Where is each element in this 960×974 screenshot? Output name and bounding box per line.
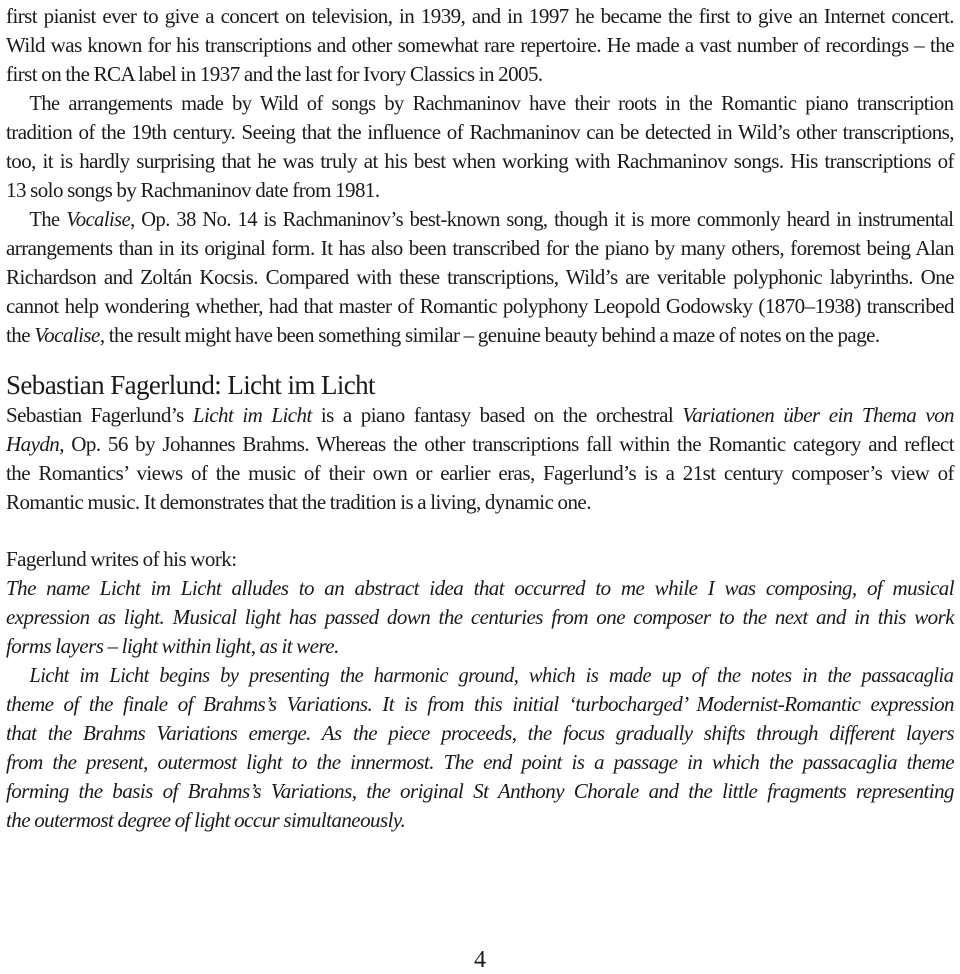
text-run: , the result might have been something similar – genuine beauty behind a maze of notes on the page. bbox=[99, 323, 880, 347]
quote-line: the outermost degree of light occur simultaneously. bbox=[6, 808, 406, 832]
text-line: arrangements than in its original form. It has also been transcribed for the piano by many others, foremost being Alan bbox=[6, 236, 954, 260]
quote-line: that the Brahms Variations emerge. As the piece proceeds, the focus gradually shifts through different layers bbox=[6, 721, 954, 745]
text-line bbox=[6, 401, 954, 430]
section-heading: Sebastian Fagerlund: Licht im Licht bbox=[6, 370, 375, 400]
quote-paragraph-2 bbox=[6, 661, 958, 835]
work-title: Licht im Licht bbox=[192, 403, 312, 427]
paragraph-vocalise bbox=[6, 205, 958, 350]
text-line: 13 solo songs by Rachmaninov date from 1981. bbox=[6, 178, 380, 202]
text-line: first on the RCA label in 1937 and the last for Ivory Classics in 2005. bbox=[6, 62, 543, 86]
work-title: Variationen über ein Thema von bbox=[682, 403, 954, 427]
text-line: cannot help wondering whether, had that master of Romantic polyphony Leopold Godowsky (1870–1938) transcribed bbox=[6, 294, 954, 318]
work-title: Vocalise bbox=[34, 323, 100, 347]
quote-line: forming the basis of Brahms’s Variations, the original St Anthony Chorale and the little fragments representing bbox=[6, 779, 954, 803]
text-line: Wild was known for his transcriptions and other somewhat rare repertoire. He made a vast number of recordings – the bbox=[6, 33, 954, 57]
quote-line: from the present, outermost light to the innermost. The end point is a passage in which the passacaglia theme bbox=[6, 750, 954, 774]
paragraph-fagerlund bbox=[6, 401, 958, 517]
page-number: 4 bbox=[474, 947, 486, 973]
text-line bbox=[6, 430, 954, 459]
quote-line: expression as light. Musical light has passed down the centuries from one composer to the next and in this work bbox=[6, 605, 954, 629]
text-line: tradition of the 19th century. Seeing that the influence of Rachmaninov can be detected in Wild’s other transcriptions, bbox=[6, 120, 954, 144]
text-run: , Op. 38 No. 14 is Rachmaninov’s best-known song, though it is more commonly heard in instrumental bbox=[130, 207, 954, 231]
text-run: , Op. 56 by Johannes Brahms. Whereas the other transcriptions fall within the Romantic category and reflect bbox=[59, 432, 954, 456]
paragraph-wild-intro bbox=[6, 2, 958, 89]
text-line: too, it is hardly surprising that he was truly at his best when working with Rachmaninov songs. His transcriptions of bbox=[6, 149, 954, 173]
text-line bbox=[6, 321, 954, 350]
text-line: Richardson and Zoltán Kocsis. Compared with these transcriptions, Wild’s are veritable polyphonic labyrinths. One bbox=[6, 265, 954, 289]
text-line: first pianist ever to give a concert on television, in 1939, and in 1997 he became the first to give an Internet concert. bbox=[6, 4, 954, 28]
quote-line: forms layers – light within light, as it were. bbox=[6, 634, 339, 658]
text-run: Sebastian Fagerlund’s bbox=[6, 403, 193, 427]
quote-paragraph-1 bbox=[6, 574, 958, 661]
work-title: Haydn bbox=[6, 432, 60, 456]
text-line: Romantic music. It demonstrates that the tradition is a living, dynamic one. bbox=[6, 490, 591, 514]
quote-intro: Fagerlund writes of his work: bbox=[6, 547, 237, 571]
text-run: the bbox=[6, 323, 35, 347]
quote-line: The name Licht im Licht alludes to an abstract idea that occurred to me while I was composing, of musical bbox=[6, 576, 954, 600]
paragraph-spacer bbox=[6, 517, 958, 545]
work-title: Vocalise bbox=[66, 207, 131, 231]
document-page bbox=[6, 2, 958, 835]
text-run: is a piano fantasy based on the orchestral bbox=[311, 403, 683, 427]
quote-line: theme of the finale of Brahms’s Variations. It is from this initial ‘turbocharged’ Modernist-Romantic expression bbox=[6, 692, 954, 716]
quote-line: Licht im Licht begins by presenting the harmonic ground, which is made up of the notes in the passacaglia bbox=[29, 663, 954, 687]
text-run: The bbox=[29, 207, 67, 231]
text-line: The arrangements made by Wild of songs by Rachmaninov have their roots in the Romantic piano transcription bbox=[29, 91, 954, 115]
text-line: the Romantics’ views of the music of their own or earlier eras, Fagerlund’s is a 21st century composer’s view of bbox=[6, 461, 954, 485]
text-line bbox=[6, 205, 953, 234]
paragraph-rachmaninov bbox=[6, 89, 958, 205]
